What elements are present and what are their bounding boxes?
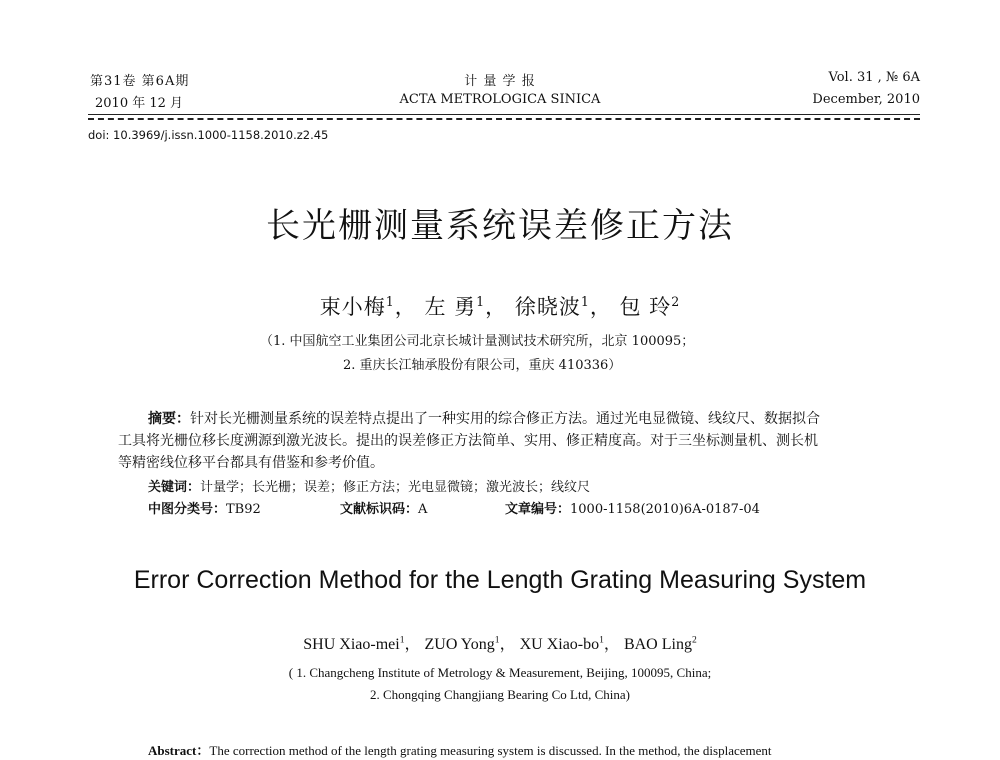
abstract-en-text: The correction method of the length grating measuring system is discussed. In the method, the displacement	[209, 743, 772, 758]
affiliation-cn-2: 2. 重庆长江轴承股份有限公司，重庆 410336）	[343, 358, 622, 373]
date-cn: 2010 年 12 月	[95, 96, 184, 111]
author-cn-2: 左 勇$^1$，	[424, 294, 508, 319]
affiliation-cn-1: （1. 中国航空工业集团公司北京长城计量测试技术研究所，北京 100095；	[260, 334, 695, 349]
author-en-4: BAO Ling$^2$	[623, 634, 697, 653]
abstract-cn-label: 摘要：	[148, 411, 190, 427]
abstract-cn-line-2: 工具将光栅位移长度溯源到激光波长。提出的误差修正方法简单、实用、修正精度高。对于三坐标测量机、测长机	[118, 433, 818, 449]
doi: doi: 10.3969/j.issn.1000-1158.2010.z2.45	[88, 128, 329, 142]
abstract-cn-line-3: 等精密线位移平台都具有借鉴和参考价值。	[118, 455, 384, 471]
header-rule	[88, 114, 920, 115]
author-cn-3: 徐晓波$^1$，	[514, 294, 612, 319]
article-number: 文章编号：1000-1158(2010)6A-0187-04	[505, 502, 760, 517]
abstract-en-label: Abstract：	[148, 743, 210, 758]
abstract-cn-line-1: 摘要：针对长光栅测量系统的误差特点提出了一种实用的综合修正方法。通过光电显微镜、线纹尺、数据拟合	[148, 411, 820, 427]
keywords-cn	[148, 476, 590, 495]
keywords-label: 关键词：	[148, 480, 201, 495]
authors-en	[0, 631, 1000, 654]
affiliation-en-1: ( 1. Changcheng Institute of Metrology & Measurement, Beijing, 100095, China;	[288, 665, 712, 680]
abstract-en	[148, 740, 772, 759]
clc-number: 中图分类号：TB92	[148, 502, 261, 517]
journal-name-en: ACTA METROLOGICA SINICA	[399, 92, 601, 107]
title-en: Error Correction Method for the Length Grating Measuring System	[133, 566, 867, 594]
keywords-text: 计量学；长光栅；误差；修正方法；光电显微镜；激光波长；线纹尺	[200, 480, 591, 495]
authors-cn	[0, 291, 1000, 321]
volume-issue-cn: 第31卷 第6A期	[90, 74, 190, 89]
document-code: 文献标识码：A	[340, 502, 428, 517]
header-dashed-rule	[88, 118, 920, 120]
author-en-1: SHU Xiao-mei$^1$，	[303, 634, 421, 653]
date-en: December, 2010	[812, 92, 920, 107]
author-cn-1: 束小梅$^1$，	[319, 294, 417, 319]
title-cn: 长光栅测量系统误差修正方法	[266, 206, 734, 246]
affiliation-en-2: 2. Chongqing Changjiang Bearing Co Ltd, China)	[370, 687, 630, 702]
author-cn-4: 包 玲$^2$	[619, 294, 681, 319]
author-en-2: ZUO Yong$^1$，	[424, 634, 516, 653]
volume-issue-en: Vol. 31 , № 6A	[828, 70, 920, 85]
author-en-3: XU Xiao-$bo^1$，	[519, 634, 620, 653]
journal-name-cn: 计 量 学 报	[464, 74, 536, 89]
